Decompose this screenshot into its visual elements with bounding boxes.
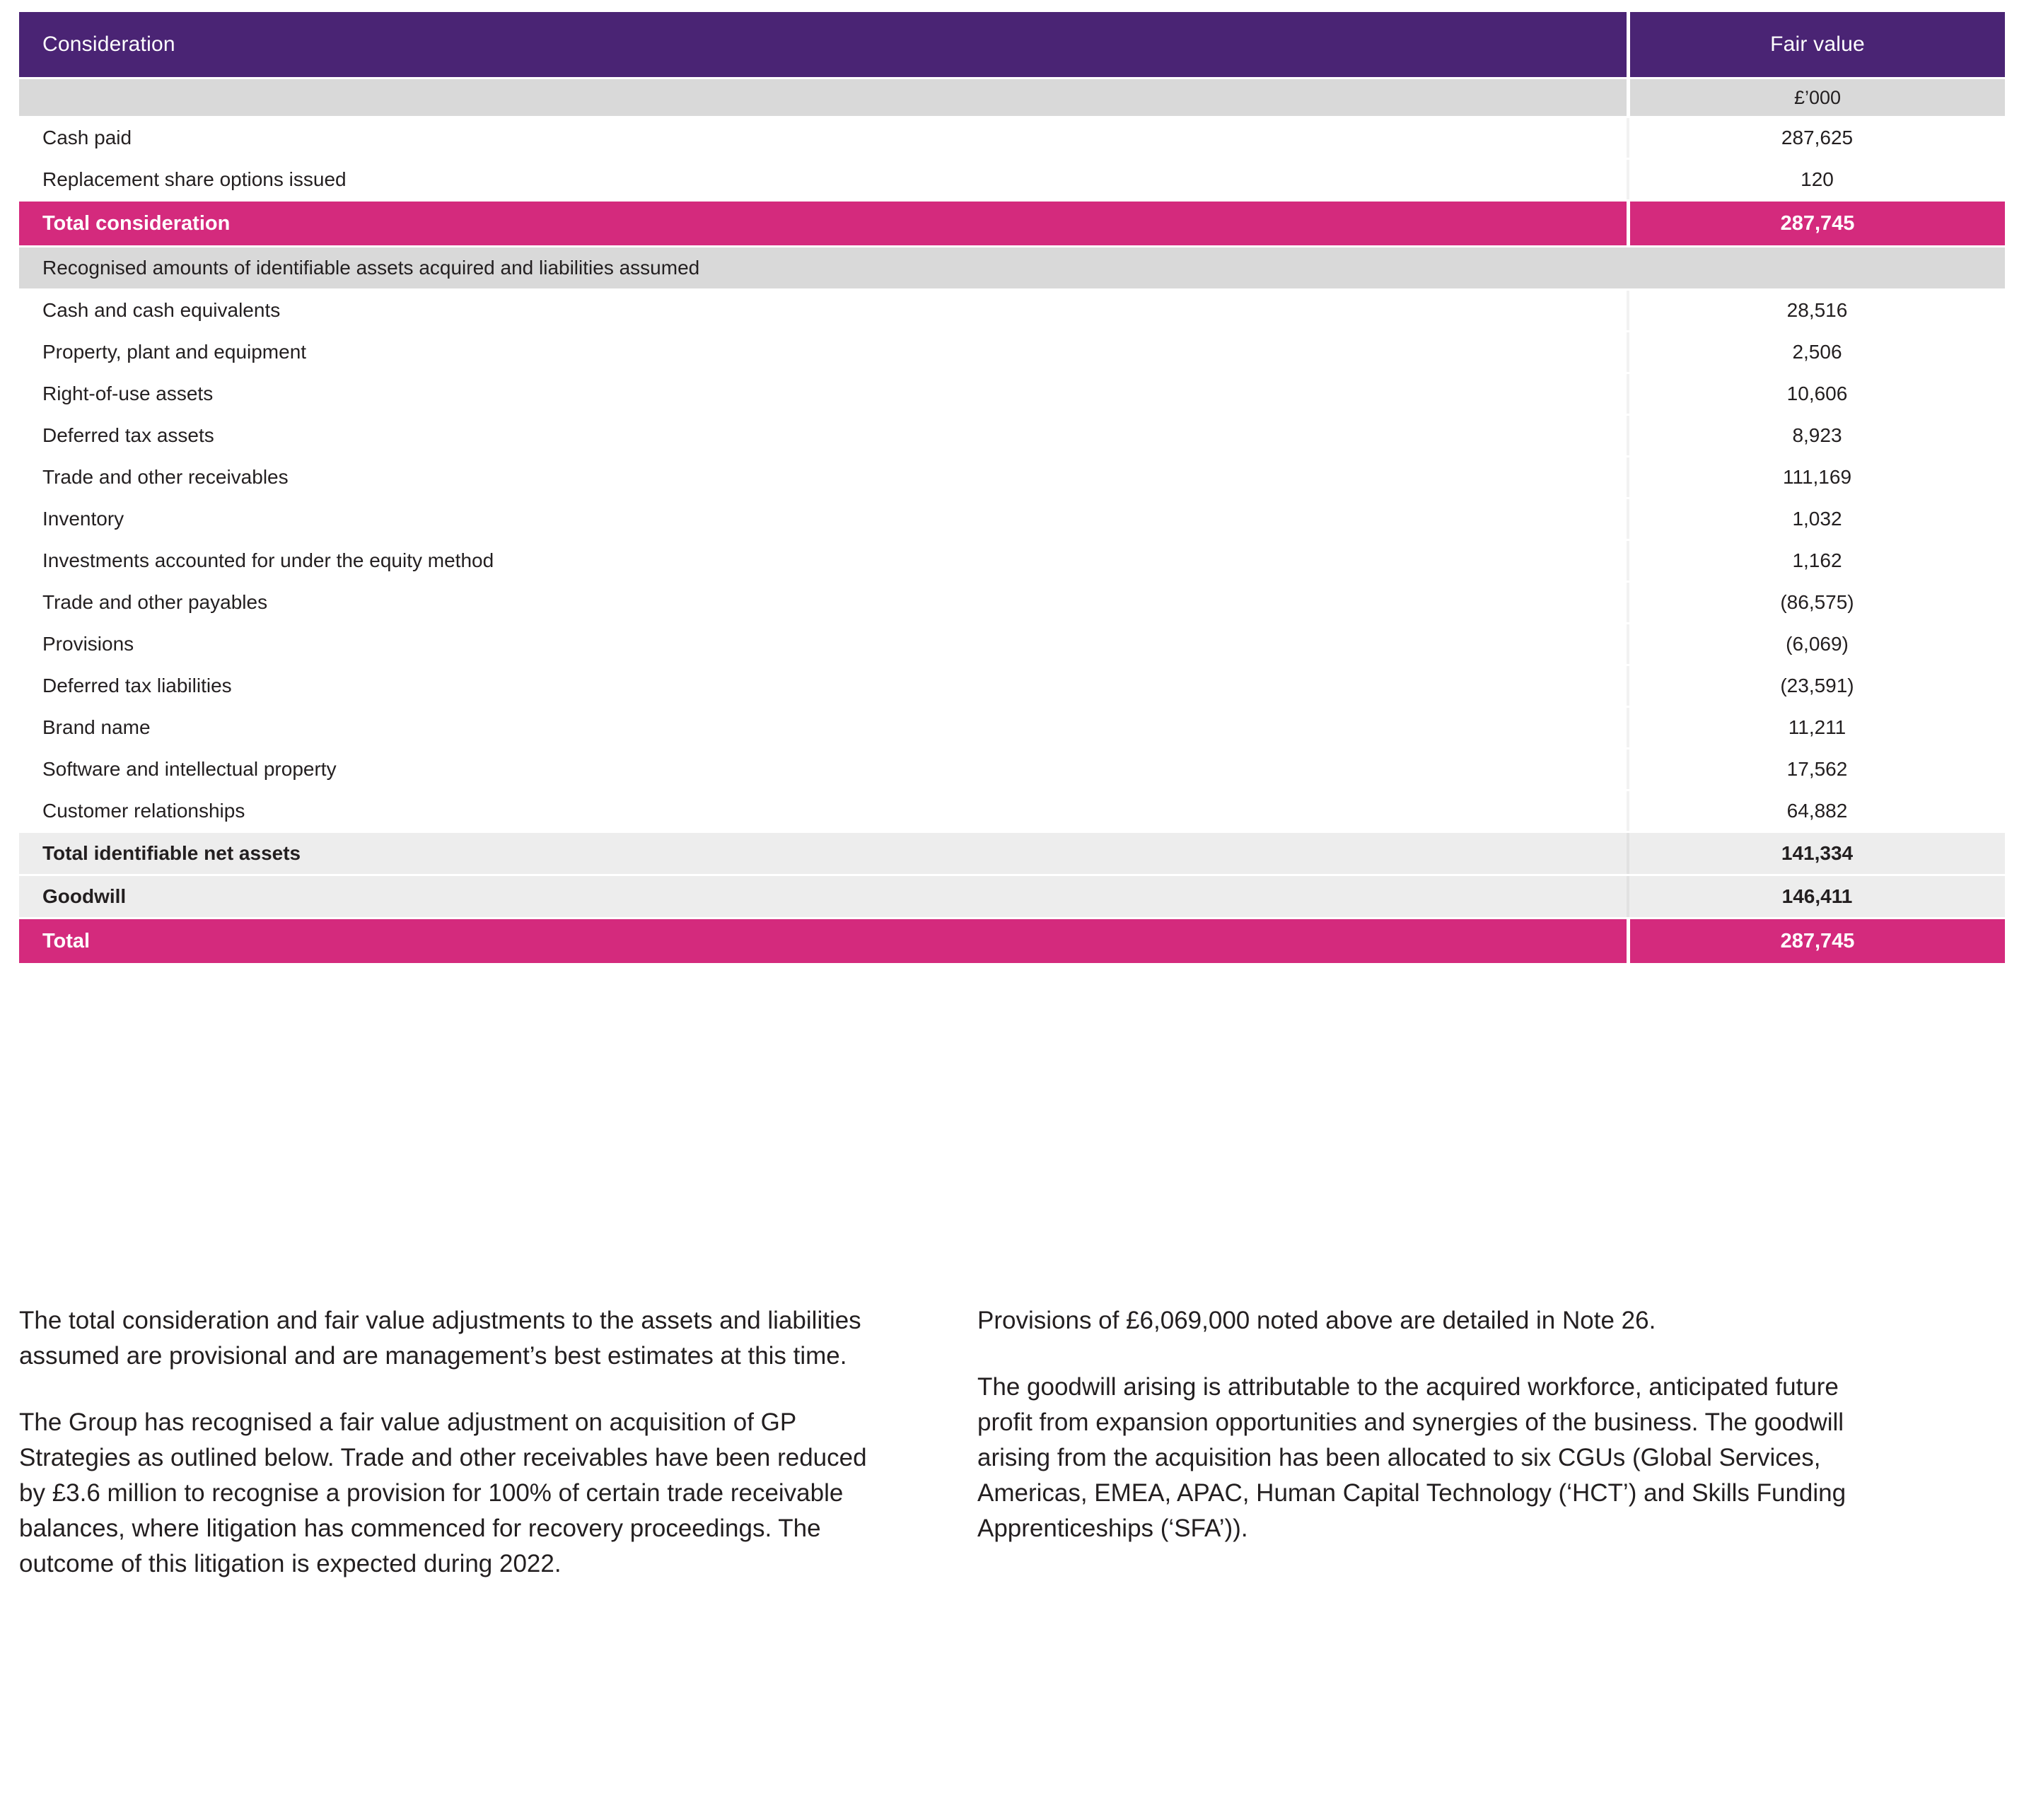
notes-prose [19,1303,2005,1582]
row-value: 64,882 [1627,791,2005,831]
table-row [19,160,2005,199]
table-row [19,583,2005,622]
row-value: 120 [1627,160,2005,199]
units-value-cell: £’000 [1627,79,2005,116]
row-value: 287,745 [1627,202,2005,245]
table-row [19,666,2005,706]
row-label: Trade and other payables [19,583,1627,622]
row-value: 1,032 [1627,499,2005,539]
row-value: 10,606 [1627,374,2005,414]
row-label: Cash paid [19,118,1627,158]
table-row [19,919,2005,963]
row-value: 1,162 [1627,541,2005,581]
row-label: Deferred tax liabilities [19,666,1627,706]
row-label: Trade and other receivables [19,457,1627,497]
row-label: Deferred tax assets [19,416,1627,455]
row-value: (86,575) [1627,583,2005,622]
note-paragraph: The Group has recognised a fair value adjustment on acquisition of GP Strategies as outlined below. Trade and other receivables have been reduced by £3.6 million to recognise a provision for 100% of certain trade receivable balances, where litigation has commenced for recovery proceedings. The outcome of this litigation is expected during 2022. [19,1408,867,1578]
table-row [19,541,2005,581]
table-row [19,876,2005,917]
table-row [19,833,2005,874]
row-label: Brand name [19,708,1627,747]
table-row [19,291,2005,330]
row-label: Cash and cash equivalents [19,291,1627,330]
table-row [19,499,2005,539]
table-row [19,374,2005,414]
row-label: Total [19,919,1627,963]
table-row [19,202,2005,245]
table-row [19,332,2005,372]
table-row [19,708,2005,747]
row-value: 2,506 [1627,332,2005,372]
row-value: 146,411 [1627,876,2005,917]
notes-column-right [977,1303,1858,1582]
table-row [19,416,2005,455]
row-label: Total identifiable net assets [19,833,1627,874]
table-row [19,247,2005,288]
table-header [19,12,2005,116]
row-label: Inventory [19,499,1627,539]
notes-column-left [19,1303,900,1582]
row-value: 111,169 [1627,457,2005,497]
row-label: Customer relationships [19,791,1627,831]
row-label: Software and intellectual property [19,749,1627,789]
table-row [19,118,2005,158]
table-body [19,118,2005,963]
note-paragraph: The goodwill arising is attributable to the acquired workforce, anticipated future profit from expansion opportunities and synergies of the business. The goodwill arising from the acquisition has been allocated to six CGUs (Global Services, Americas, EMEA, APAC, Human Capital Technology (‘HCT’) and Skills Funding Apprenticeships (‘SFA’)). [977,1373,1846,1543]
row-label: Provisions [19,624,1627,664]
fair-value-table-container [19,10,2005,965]
units-label-cell [19,79,1627,116]
row-value: 28,516 [1627,291,2005,330]
note-paragraph: The total consideration and fair value adjustments to the assets and liabilities assumed are provisional and are management’s best estimates at this time. [19,1307,861,1370]
table-row [19,457,2005,497]
row-label: Goodwill [19,876,1627,917]
table-header-row [19,12,2005,77]
row-value: 141,334 [1627,833,2005,874]
row-value: (6,069) [1627,624,2005,664]
column-header-consideration: Consideration [19,12,1627,77]
row-value: 11,211 [1627,708,2005,747]
row-label: Property, plant and equipment [19,332,1627,372]
row-value: 287,745 [1627,919,2005,963]
section-band-label: Recognised amounts of identifiable assets acquired and liabilities assumed [19,247,2005,288]
row-value: 287,625 [1627,118,2005,158]
row-label: Investments accounted for under the equity method [19,541,1627,581]
table-row [19,749,2005,789]
table-row [19,791,2005,831]
fair-value-table [19,10,2005,965]
row-value: 17,562 [1627,749,2005,789]
table-units-row [19,79,2005,116]
column-header-fair-value: Fair value [1627,12,2005,77]
table-row [19,624,2005,664]
row-value: 8,923 [1627,416,2005,455]
row-label: Right-of-use assets [19,374,1627,414]
row-value: (23,591) [1627,666,2005,706]
note-paragraph: Provisions of £6,069,000 noted above are detailed in Note 26. [977,1307,1656,1334]
row-label: Total consideration [19,202,1627,245]
row-label: Replacement share options issued [19,160,1627,199]
